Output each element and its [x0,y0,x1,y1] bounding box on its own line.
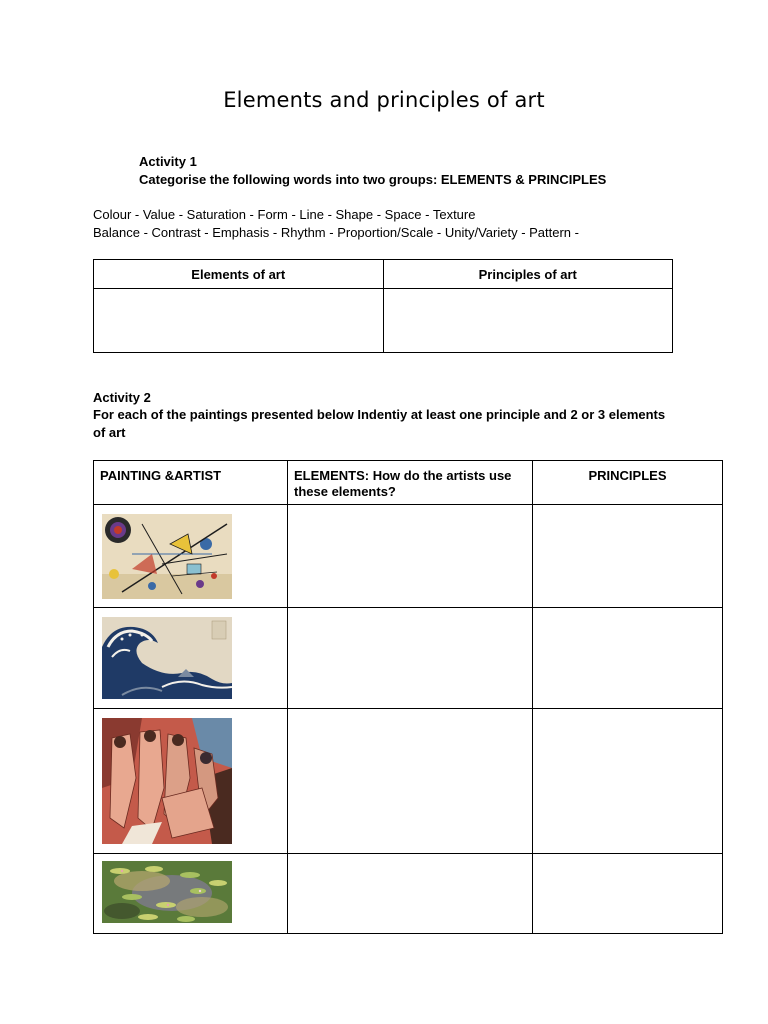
abstract-composition-painting [102,514,232,599]
principles-answer-cell[interactable] [383,289,673,353]
elements-answer-cell[interactable] [288,505,533,608]
elements-column-header: Elements of art [94,260,384,289]
table-row [94,505,723,608]
elements-answer-cell[interactable] [94,289,384,353]
principles-answer-cell[interactable] [533,505,723,608]
table-row [94,709,723,854]
table-row [94,608,723,709]
activity2-heading: Activity 2 [93,390,151,405]
word-list-line-2: Balance - Contrast - Emphasis - Rhythm - Proportion/Scale - Unity/Variety - Pattern - [93,225,579,240]
painting-cell [94,854,288,934]
table-row [94,854,723,934]
principles-answer-cell[interactable] [533,608,723,709]
principles-column-header: PRINCIPLES [533,461,723,505]
activity1-instruction: Categorise the following words into two groups: ELEMENTS & PRINCIPLES [139,172,607,187]
painting-cell [94,709,288,854]
elements-answer-cell[interactable] [288,608,533,709]
word-list-line-1: Colour - Value - Saturation - Form - Line - Shape - Space - Texture [93,207,476,222]
painting-cell [94,608,288,709]
activity2-table [93,460,723,934]
principles-answer-cell[interactable] [533,854,723,934]
painting-artist-column-header: PAINTING &ARTIST [94,461,288,505]
elements-answer-cell[interactable] [288,709,533,854]
page-title: Elements and principles of art [223,88,545,112]
word-list [93,206,579,242]
cubist-figures-painting [102,718,232,844]
principles-answer-cell[interactable] [533,709,723,854]
activity1-heading: Activity 1 [139,154,197,169]
great-wave-painting [102,617,232,699]
principles-column-header: Principles of art [383,260,673,289]
painting-cell [94,505,288,608]
elements-usage-column-header: ELEMENTS: How do the artists use these elements? [288,461,533,505]
water-lilies-painting [102,861,232,923]
elements-answer-cell[interactable] [288,854,533,934]
activity2-instruction: For each of the paintings presented below Indentiy at least one principle and 2 or 3 elements of art [93,407,666,440]
activity1-table [93,259,673,353]
